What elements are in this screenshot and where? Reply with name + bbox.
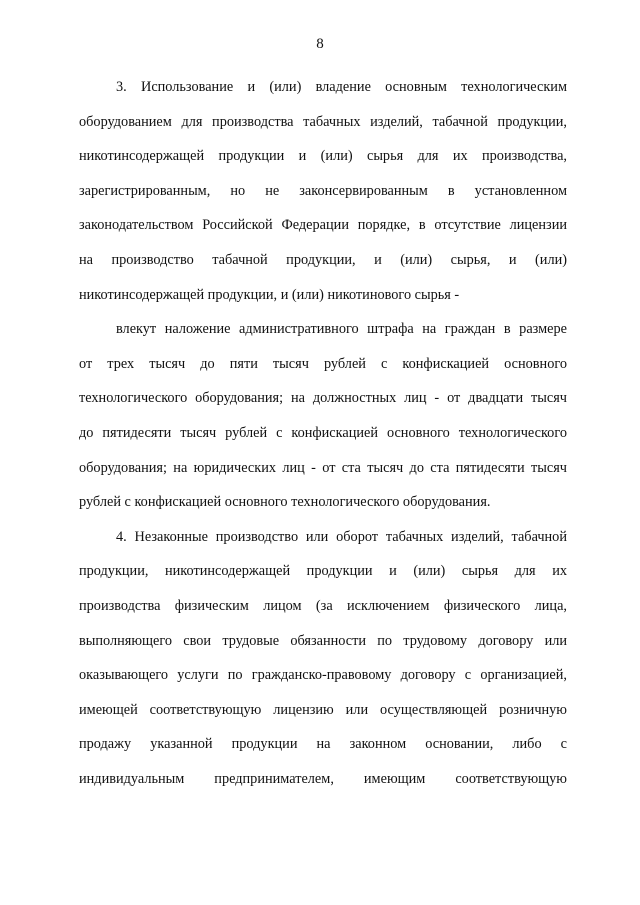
document-body (79, 70, 567, 796)
text-line: имеющей соответствующую лицензию или осуществляющей розничную (79, 701, 567, 718)
text-line: никотинсодержащей продукции и (или) сырья для их производства, (79, 148, 567, 165)
text-line: зарегистрированным, но не законсервированным в установленном (79, 182, 567, 199)
text-line: на производство табачной продукции, и (или) сырья, и (или) (79, 251, 567, 268)
text-line: от трех тысяч до пяти тысяч рублей с конфискацией основного (79, 355, 567, 372)
text-line: до пятидесяти тысяч рублей с конфискацией основного технологического (79, 424, 567, 441)
text-line: 3. Использование и (или) владение основным технологическим (116, 79, 567, 95)
paragraph-article-3 (79, 70, 567, 312)
page-number: 8 (316, 36, 324, 52)
text-line: никотинсодержащей продукции, и (или) никотинового сырья - (79, 286, 460, 303)
text-line: оборудованием для производства табачных изделий, табачной продукции, (79, 113, 567, 130)
text-line: продажу указанной продукции на законном основании, либо с (79, 736, 567, 753)
text-line: выполняющего свои трудовые обязанности по трудовому договору или (79, 632, 567, 649)
text-line: 4. Незаконные производство или оборот табачных изделий, табачной (116, 528, 567, 545)
paragraph-article-4 (79, 520, 567, 797)
text-line: оказывающего услуги по гражданско-правовому договору с организацией, (79, 667, 567, 684)
paragraph-sanction (79, 312, 567, 520)
text-line: влекут наложение административного штрафа на граждан в размере (116, 321, 567, 338)
text-line: индивидуальным предпринимателем, имеющим соответствующую (79, 770, 567, 787)
text-line: технологического оборудования; на должностных лиц - от двадцати тысяч (79, 390, 567, 407)
text-line: законодательством Российской Федерации порядке, в отсутствие лицензии (79, 217, 567, 234)
text-line: производства физическим лицом (за исключением физического лица, (79, 597, 567, 614)
text-line: рублей с конфискацией основного технологического оборудования. (79, 494, 491, 511)
text-line: оборудования; на юридических лиц - от ста тысяч до ста пятидесяти тысяч (79, 459, 567, 476)
text-line: продукции, никотинсодержащей продукции и (или) сырья для их (79, 563, 567, 580)
